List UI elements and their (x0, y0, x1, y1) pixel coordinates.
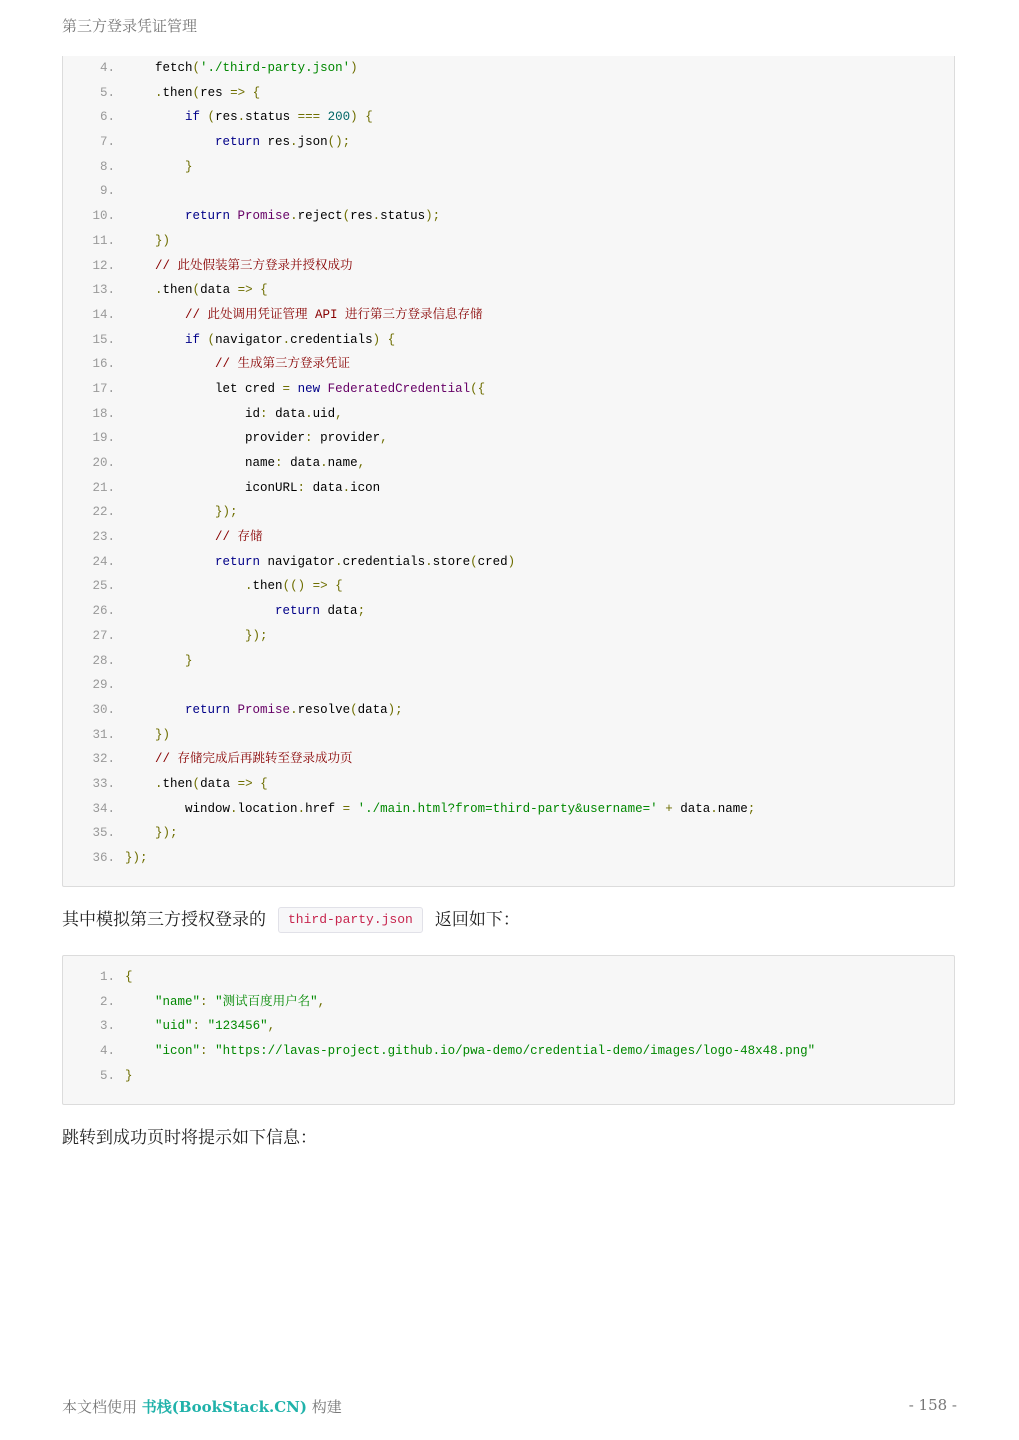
code-token: => (237, 776, 253, 791)
code-token: return (215, 554, 261, 569)
line-number: 2. (99, 994, 115, 1009)
code-token: ( (342, 209, 351, 224)
code-token: data (672, 801, 711, 816)
code-token: status (245, 110, 298, 125)
code-token (328, 579, 336, 593)
code-token: , (335, 406, 343, 421)
code-token: }); (155, 826, 178, 841)
code-token: let cred (215, 381, 283, 396)
code-token: ) (372, 332, 381, 347)
code-token: json (297, 135, 328, 150)
code-token: }) (155, 233, 171, 248)
code-token: } (125, 1068, 133, 1083)
code-token: . (342, 480, 351, 495)
code-line (63, 56, 358, 81)
code-token: } (185, 653, 193, 668)
code-token: name (327, 456, 358, 470)
code-token: Promise (237, 209, 291, 224)
code-token: : (200, 1044, 208, 1059)
code-token: { (252, 85, 261, 100)
line-number: 31. (92, 727, 115, 742)
code-token (253, 777, 261, 791)
code-text (125, 278, 268, 303)
line-number: 12. (92, 258, 115, 273)
code-token: if (185, 110, 201, 125)
code-token: data (267, 406, 306, 421)
line-number: 5. (99, 85, 115, 100)
code-text (125, 81, 260, 106)
code-text (125, 352, 350, 377)
line-number: 33. (92, 776, 115, 791)
code-line (63, 229, 171, 254)
code-line (63, 1014, 276, 1039)
line-number: 6. (99, 110, 115, 125)
code-text (125, 624, 268, 649)
code-text (125, 965, 133, 990)
code-token: . (305, 406, 313, 421)
code-text (125, 476, 380, 501)
code-token: (() (282, 579, 306, 594)
code-token: provider (312, 431, 381, 446)
code-token: './main.html?from=third-party&username=' (357, 801, 658, 816)
code-text (125, 525, 263, 550)
code-token: === (297, 110, 321, 125)
code-line (63, 155, 193, 180)
line-number: 25. (92, 579, 115, 594)
code-token: "uid" (155, 1019, 193, 1034)
code-text (125, 649, 193, 674)
code-token: "icon" (155, 1044, 201, 1059)
code-line (63, 990, 326, 1015)
code-token: data (200, 776, 238, 791)
code-token: : (260, 406, 268, 421)
code-text (125, 797, 755, 822)
inline-code-filename: third-party.json (278, 907, 423, 933)
code-token: }); (215, 505, 238, 520)
code-token: "123456" (207, 1019, 268, 1034)
line-number: 1. (99, 970, 115, 984)
footer-suffix: 构建 (311, 1398, 342, 1416)
paragraph-text: 跳转到成功页时将提示如下信息： (62, 1128, 317, 1148)
code-token: "测试百度用户名" (215, 994, 318, 1009)
line-number: 14. (92, 307, 115, 322)
code-lines (63, 965, 816, 1088)
code-block-fetch (62, 56, 955, 887)
code-token: . (290, 702, 298, 717)
code-token: href (305, 801, 343, 816)
code-token: . (320, 456, 328, 470)
code-token: . (245, 579, 253, 594)
page-number: - 158 - (908, 1396, 957, 1414)
code-token (290, 382, 298, 396)
code-token: iconURL (245, 480, 298, 495)
code-text (125, 821, 178, 846)
code-line (63, 204, 441, 229)
code-token: ( (350, 702, 358, 717)
code-token: => (312, 579, 328, 594)
line-number: 7. (99, 135, 115, 150)
code-line (63, 500, 238, 525)
code-token: ({ (470, 381, 486, 396)
code-token: { (260, 283, 268, 298)
code-token: // 生成第三方登录凭证 (215, 357, 351, 372)
code-line (63, 179, 115, 204)
code-token: . (237, 110, 246, 125)
code-token: // 存储 (215, 530, 263, 545)
line-number: 10. (92, 209, 115, 224)
code-line (63, 747, 353, 772)
code-token: . (710, 801, 718, 816)
code-token (230, 209, 238, 223)
code-token: "name" (155, 994, 201, 1009)
code-token (200, 1019, 208, 1033)
code-line (63, 1039, 816, 1064)
code-token: res (350, 209, 373, 224)
code-token: './third-party.json' (200, 61, 351, 75)
code-token: data (357, 702, 388, 717)
line-number: 11. (92, 233, 115, 248)
code-token: { (335, 579, 343, 594)
code-text (125, 846, 148, 871)
code-token: return (215, 135, 261, 150)
code-token: : (192, 1019, 201, 1034)
line-number: 16. (92, 357, 115, 372)
line-number: 4. (99, 1044, 115, 1059)
line-number: 18. (92, 406, 115, 421)
code-line (63, 550, 516, 575)
code-line (63, 673, 115, 698)
code-token: ) (507, 554, 516, 569)
code-token: window (185, 801, 231, 816)
code-text (125, 402, 343, 427)
code-token: return (185, 702, 231, 717)
line-number: 26. (92, 604, 115, 619)
code-token: data (200, 283, 238, 298)
code-token: }); (245, 628, 268, 643)
code-token (245, 86, 253, 100)
code-token: // 此处调用凭证管理 API 进行第三方登录信息存储 (185, 307, 483, 322)
code-line (63, 649, 193, 674)
code-token: (); (327, 135, 351, 150)
code-token: . (297, 801, 306, 816)
code-token: if (185, 332, 201, 347)
code-token: ; (747, 801, 756, 816)
code-line (63, 130, 351, 155)
code-line (63, 476, 381, 501)
code-text (125, 130, 350, 155)
code-token (320, 110, 328, 124)
code-token: = (282, 381, 291, 396)
code-token: fetch (155, 61, 193, 75)
code-text (125, 990, 325, 1015)
code-token: credentials (290, 332, 373, 347)
code-token: ; (357, 604, 366, 619)
code-token: 200 (327, 110, 351, 125)
paragraph-json-intro (62, 906, 520, 934)
footer-prefix: 本文档使用 (62, 1398, 138, 1416)
line-number: 5. (99, 1068, 115, 1083)
code-token: . (155, 85, 163, 100)
code-block-json (62, 955, 955, 1105)
line-number: 4. (99, 61, 115, 75)
code-text (125, 426, 388, 451)
code-token: , (380, 431, 388, 446)
code-token: . (282, 332, 291, 347)
code-token: credentials (342, 554, 426, 569)
code-line (63, 402, 343, 427)
code-token (350, 802, 358, 816)
code-text (125, 56, 358, 81)
code-token: . (155, 776, 163, 791)
line-number: 29. (92, 678, 115, 693)
code-token: name (717, 801, 748, 816)
line-number: 15. (92, 332, 115, 347)
code-token: provider (245, 431, 306, 446)
code-token: then (162, 283, 193, 298)
code-token: icon (350, 480, 381, 495)
code-token (380, 333, 388, 347)
code-line (63, 328, 396, 353)
code-text (125, 698, 403, 723)
code-token (305, 579, 313, 593)
code-token: data (320, 604, 358, 619)
code-text (125, 599, 365, 624)
code-token: Promise (237, 702, 291, 717)
code-token: ( (207, 110, 216, 125)
code-text (125, 254, 353, 279)
code-token: then (162, 85, 193, 100)
code-line (63, 81, 261, 106)
line-number: 27. (92, 628, 115, 643)
code-line (63, 303, 483, 328)
code-token: ); (387, 702, 403, 717)
code-line (63, 846, 148, 871)
code-token: store (432, 554, 471, 569)
code-text (125, 204, 440, 229)
code-token: navigator (215, 332, 283, 347)
code-token (208, 995, 216, 1009)
code-token: . (230, 801, 238, 816)
paragraph-text-before: 其中模拟第三方授权登录的 (62, 910, 266, 930)
code-text (125, 500, 238, 525)
footer-brand-link[interactable]: 书栈(BookStack.CN) (141, 1398, 307, 1416)
line-number: 13. (92, 283, 115, 298)
code-token: . (372, 209, 381, 224)
code-token: . (335, 554, 343, 569)
code-token: location (237, 801, 298, 816)
code-token: name (245, 456, 276, 470)
code-text (125, 1039, 815, 1064)
code-token: // 存储完成后再跳转至登录成功页 (155, 752, 353, 767)
code-token (320, 382, 328, 396)
line-number: 8. (99, 159, 115, 174)
code-token: => (237, 283, 253, 298)
code-token: { (260, 776, 268, 791)
code-token: ) (350, 61, 358, 75)
line-number: 22. (92, 505, 115, 520)
line-number: 19. (92, 431, 115, 446)
line-number: 21. (92, 480, 115, 495)
code-token: . (155, 283, 163, 298)
code-token: "https://lavas-project.github.io/pwa-demo/credential-demo/images/logo-48x48.png" (215, 1044, 816, 1059)
code-token: : (275, 456, 283, 470)
code-token: => (230, 85, 246, 100)
line-number: 23. (92, 530, 115, 545)
line-number: 17. (92, 381, 115, 396)
line-number: 9. (99, 184, 115, 199)
code-token: FederatedCredential (327, 381, 471, 396)
code-line (63, 426, 388, 451)
code-token: uid (312, 406, 336, 421)
code-token: + (665, 801, 673, 816)
code-token: { (387, 332, 396, 347)
code-token: reject (297, 209, 343, 224)
code-text (125, 229, 170, 254)
line-number: 34. (92, 801, 115, 816)
code-token: }); (125, 851, 148, 865)
code-token: ( (192, 85, 201, 100)
line-number: 28. (92, 653, 115, 668)
code-text (125, 303, 483, 328)
code-token: { (125, 970, 133, 984)
code-text (125, 1064, 133, 1089)
code-token: : (200, 994, 208, 1009)
code-token: res (215, 110, 238, 125)
code-line (63, 797, 756, 822)
code-token: ( (192, 283, 201, 298)
page-header-title: 第三方登录凭证管理 (62, 17, 198, 35)
code-token: { (365, 110, 373, 125)
code-token: : (297, 480, 306, 495)
code-text (125, 723, 170, 748)
code-token: data (282, 456, 321, 470)
code-line (63, 278, 268, 303)
code-token (200, 110, 208, 124)
code-token: then (162, 776, 193, 791)
code-token: resolve (297, 702, 351, 717)
line-number: 36. (92, 851, 115, 865)
line-number: 32. (92, 752, 115, 767)
code-token: cred (477, 554, 508, 569)
code-line (63, 599, 366, 624)
code-text (125, 550, 515, 575)
code-token: res (200, 85, 231, 100)
code-text (125, 1014, 275, 1039)
code-text (125, 574, 343, 599)
page-footer (62, 1396, 957, 1417)
code-text (125, 105, 373, 130)
code-token (200, 333, 208, 347)
paragraph-text-after: 返回如下： (434, 910, 520, 930)
code-line (63, 377, 486, 402)
code-token: new (297, 381, 321, 396)
code-token: ( (192, 61, 201, 75)
code-token: , (317, 994, 326, 1009)
line-number: 20. (92, 456, 115, 470)
line-number: 30. (92, 702, 115, 717)
code-token (253, 283, 261, 297)
code-line (63, 624, 268, 649)
code-token: status (380, 209, 426, 224)
code-line (63, 821, 178, 846)
code-token: ); (425, 209, 441, 224)
code-text (125, 747, 353, 772)
code-token: , (267, 1019, 276, 1034)
code-line (63, 574, 343, 599)
code-token: id (245, 406, 261, 421)
code-token: = (342, 801, 351, 816)
code-text (125, 377, 485, 402)
code-line (63, 451, 366, 476)
code-line (63, 525, 263, 550)
code-token: ( (207, 332, 216, 347)
code-line (63, 723, 171, 748)
code-token: data (305, 480, 343, 495)
code-lines (63, 56, 756, 871)
line-number: 24. (92, 554, 115, 569)
code-text (125, 328, 395, 353)
code-line (63, 254, 353, 279)
code-line (63, 1064, 133, 1089)
code-line (63, 105, 373, 130)
code-token: . (290, 135, 298, 150)
code-token (208, 1044, 216, 1058)
code-token: . (290, 209, 298, 224)
code-line (63, 965, 133, 990)
code-token (230, 703, 238, 717)
code-token: navigator (260, 554, 336, 569)
code-text (125, 451, 365, 476)
line-number: 35. (92, 826, 115, 841)
code-token: ( (192, 776, 201, 791)
code-token: ( (470, 554, 478, 569)
code-token: return (275, 604, 321, 619)
code-token: // 此处假装第三方登录并授权成功 (155, 258, 353, 273)
code-token: res (260, 135, 291, 150)
code-token: } (185, 159, 193, 174)
code-text (125, 155, 193, 180)
code-token: return (185, 209, 231, 224)
code-token: }) (155, 727, 171, 742)
code-token: then (252, 579, 283, 594)
paragraph-success-intro (62, 1124, 317, 1152)
code-token: : (305, 431, 313, 446)
code-line (63, 772, 268, 797)
code-token: ) (350, 110, 358, 125)
code-token: , (357, 456, 366, 470)
code-text (125, 772, 268, 797)
line-number: 3. (99, 1019, 115, 1034)
code-line (63, 352, 351, 377)
code-token: . (425, 554, 433, 569)
code-line (63, 698, 403, 723)
